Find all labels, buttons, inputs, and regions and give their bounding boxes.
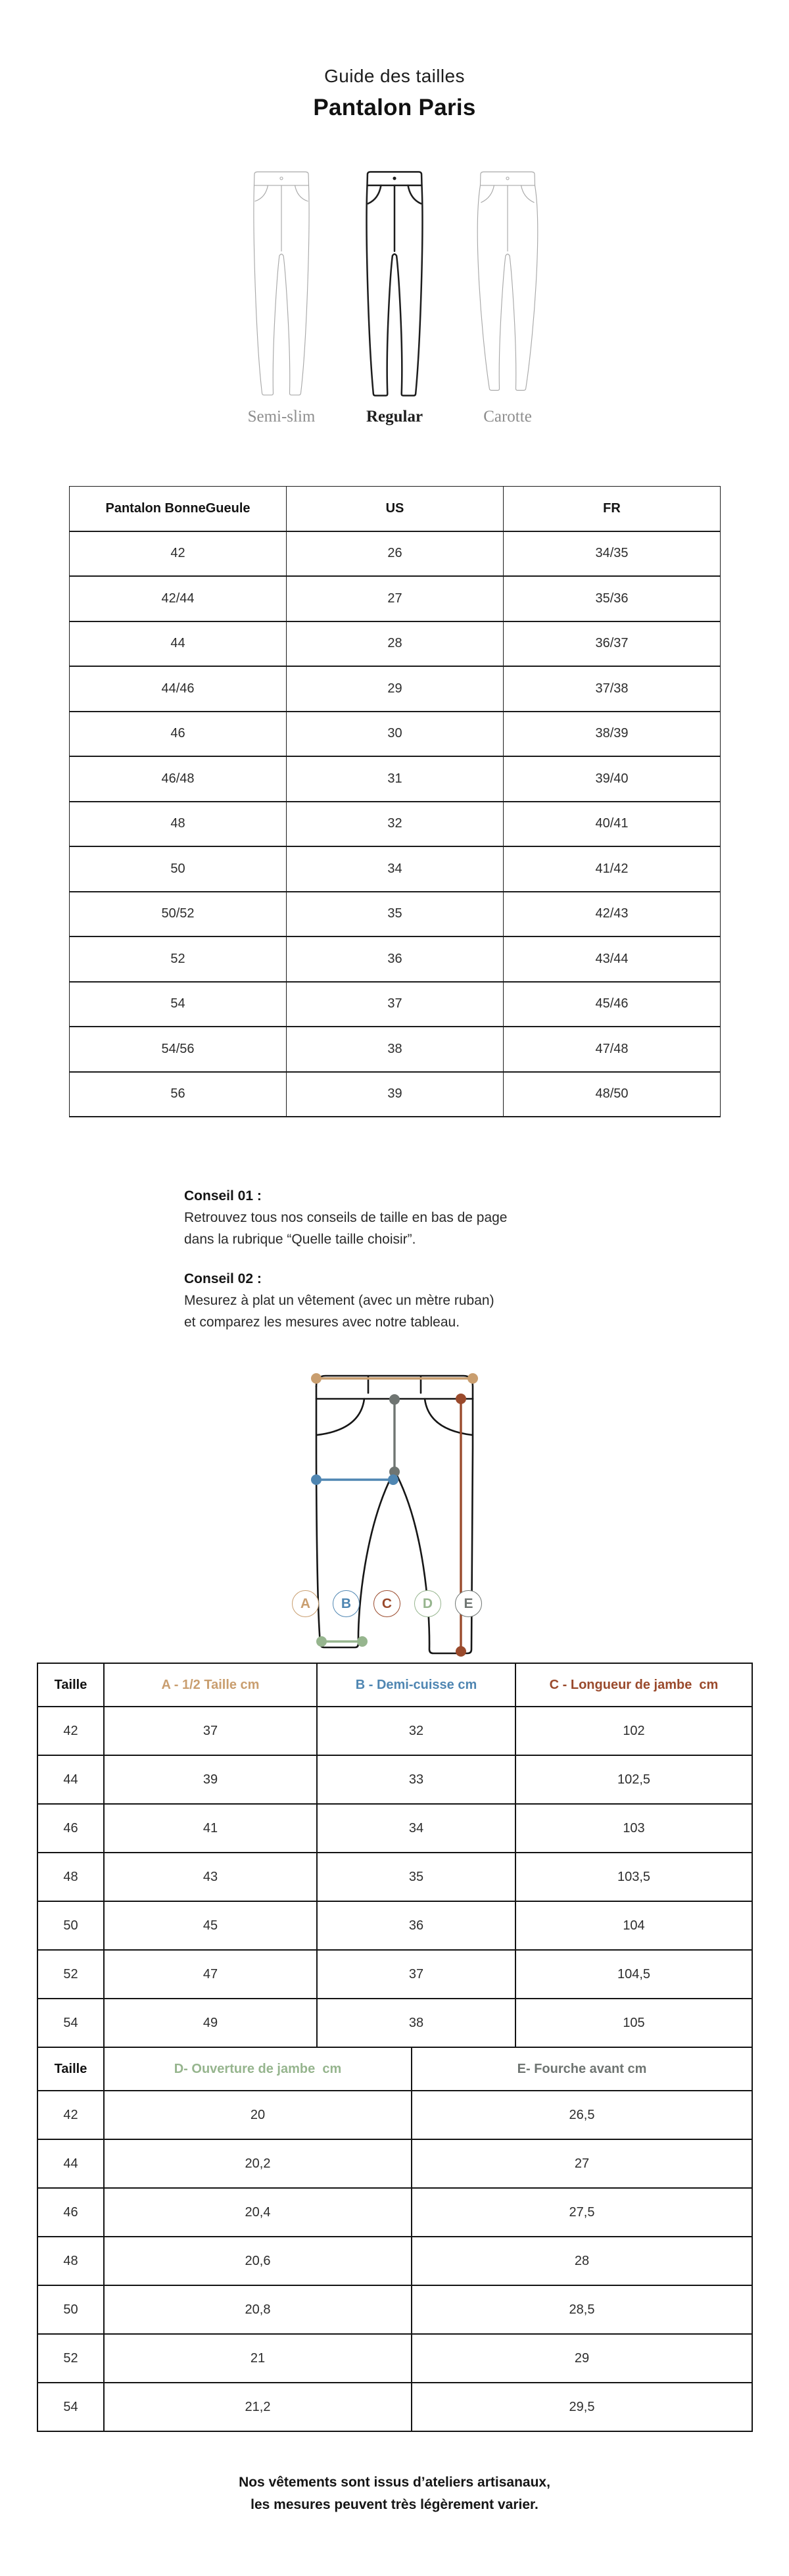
table-row <box>37 2334 752 2383</box>
table-cell: 36 <box>287 936 504 982</box>
table-cell: 54 <box>37 1999 104 2047</box>
table-header-row <box>37 2047 752 2091</box>
column-header-taille: Taille <box>37 1663 104 1707</box>
fit-label: Regular <box>366 408 423 425</box>
legend-circle-D: D <box>414 1590 441 1617</box>
footer-line: Nos vêtements sont issus d’ateliers artisanaux, <box>239 2475 550 2490</box>
table-row <box>70 531 721 577</box>
measurements-table-de <box>37 2047 753 2432</box>
table-cell: 48 <box>70 802 287 847</box>
column-header: FR <box>504 487 721 531</box>
table-cell: 35/36 <box>504 576 721 621</box>
column-header-D: D- Ouverture de jambe cm <box>104 2047 412 2091</box>
table-cell: 38 <box>287 1027 504 1072</box>
table-cell: 32 <box>317 1707 515 1755</box>
table-row <box>70 892 721 937</box>
column-header-E: E- Fourche avant cm <box>412 2047 752 2091</box>
table-cell: 32 <box>287 802 504 847</box>
measure-line-E <box>389 1394 400 1477</box>
table-cell: 45 <box>104 1901 317 1950</box>
table-cell: 33 <box>317 1755 515 1804</box>
table-cell: 37 <box>104 1707 317 1755</box>
pants-regular-illustration <box>353 168 436 399</box>
column-header-C: C - Longueur de jambe cm <box>515 1663 752 1707</box>
table-row <box>70 666 721 712</box>
table-cell: 52 <box>70 936 287 982</box>
column-header-B: B - Demi-cuisse cm <box>317 1663 515 1707</box>
page-subtitle: Guide des tailles <box>324 66 465 86</box>
pants-carotte-illustration <box>466 168 549 399</box>
measure-line-D <box>316 1636 368 1647</box>
table-cell: 50/52 <box>70 892 287 937</box>
table-row <box>70 802 721 847</box>
table-row <box>37 1950 752 1999</box>
measure-legend <box>292 1590 482 1617</box>
table-cell: 103,5 <box>515 1853 752 1901</box>
column-header-A: A - 1/2 Taille cm <box>104 1663 317 1707</box>
table-row <box>70 712 721 757</box>
table-row <box>37 1804 752 1853</box>
table-cell: 31 <box>287 756 504 802</box>
table-cell: 28 <box>412 2237 752 2285</box>
table-cell: 42/43 <box>504 892 721 937</box>
table-cell: 43/44 <box>504 936 721 982</box>
table-cell: 52 <box>37 1950 104 1999</box>
table-cell: 46 <box>37 2188 104 2237</box>
fit-selector-row <box>0 168 789 426</box>
legend-circle-E: E <box>455 1590 482 1617</box>
table-cell: 38/39 <box>504 712 721 757</box>
table-cell: 102 <box>515 1707 752 1755</box>
table-cell: 44/46 <box>70 666 287 712</box>
table-cell: 20,8 <box>104 2285 412 2334</box>
table-header-row <box>37 1663 752 1707</box>
table-cell: 29 <box>287 666 504 712</box>
table-cell: 41 <box>104 1804 317 1853</box>
table-cell: 104 <box>515 1901 752 1950</box>
fit-option-semi-slim[interactable] <box>229 168 334 426</box>
table-cell: 35 <box>317 1853 515 1901</box>
table-cell: 26,5 <box>412 2091 752 2139</box>
table-cell: 26 <box>287 531 504 577</box>
page-title: Pantalon Paris <box>313 95 476 120</box>
fit-option-regular[interactable] <box>342 168 447 426</box>
table-cell: 21,2 <box>104 2383 412 2431</box>
table-header-row <box>70 487 721 531</box>
table-cell: 102,5 <box>515 1755 752 1804</box>
table-cell: 27,5 <box>412 2188 752 2237</box>
table-cell: 42 <box>70 531 287 577</box>
advice-title: Conseil 02 : <box>184 1271 262 1286</box>
table-cell: 54 <box>70 982 287 1027</box>
table-row <box>37 1999 752 2047</box>
table-row <box>70 1072 721 1117</box>
table-row <box>70 756 721 802</box>
table-cell: 48 <box>37 2237 104 2285</box>
table-cell: 21 <box>104 2334 412 2383</box>
table-cell: 28,5 <box>412 2285 752 2334</box>
fit-option-carotte[interactable] <box>455 168 560 426</box>
table-row <box>37 2285 752 2334</box>
measurements-table-abc <box>37 1663 753 2048</box>
table-cell: 50 <box>37 2285 104 2334</box>
table-cell: 37/38 <box>504 666 721 712</box>
measure-line-B <box>311 1474 398 1485</box>
table-row <box>37 1853 752 1901</box>
table-cell: 48 <box>37 1853 104 1901</box>
table-row <box>37 2237 752 2285</box>
table-cell: 30 <box>287 712 504 757</box>
pants-measurement-diagram <box>296 1356 493 1665</box>
table-row <box>37 1707 752 1755</box>
table-cell: 34 <box>287 846 504 892</box>
table-cell: 27 <box>412 2139 752 2188</box>
table-cell: 49 <box>104 1999 317 2047</box>
table-row <box>70 936 721 982</box>
table-row <box>70 576 721 621</box>
advice-02 <box>184 1268 605 1333</box>
pants-semi-slim-illustration <box>240 168 323 399</box>
table-cell: 103 <box>515 1804 752 1853</box>
table-cell: 41/42 <box>504 846 721 892</box>
advice-01 <box>184 1185 605 1250</box>
table-cell: 20,2 <box>104 2139 412 2188</box>
table-cell: 29 <box>412 2334 752 2383</box>
table-cell: 46 <box>70 712 287 757</box>
table-row <box>37 1755 752 1804</box>
table-cell: 54/56 <box>70 1027 287 1072</box>
legend-circle-A: A <box>292 1590 319 1617</box>
table-cell: 42/44 <box>70 576 287 621</box>
table-cell: 35 <box>287 892 504 937</box>
column-header-taille: Taille <box>37 2047 104 2091</box>
table-row <box>70 1027 721 1072</box>
measure-line-A <box>311 1373 478 1384</box>
advice-section <box>184 1185 605 1351</box>
table-cell: 39/40 <box>504 756 721 802</box>
table-cell: 50 <box>37 1901 104 1950</box>
advice-text: Retrouvez tous nos conseils de taille en bas de page <box>184 1210 508 1225</box>
table-cell: 44 <box>37 1755 104 1804</box>
table-row <box>70 846 721 892</box>
footer-note <box>0 2471 789 2516</box>
size-conversion-table <box>69 486 721 1117</box>
table-cell: 40/41 <box>504 802 721 847</box>
table-cell: 34/35 <box>504 531 721 577</box>
table-cell: 34 <box>317 1804 515 1853</box>
advice-title: Conseil 01 : <box>184 1188 262 1203</box>
table-cell: 20,6 <box>104 2237 412 2285</box>
table-cell: 28 <box>287 621 504 667</box>
table-row <box>37 1901 752 1950</box>
table-cell: 36/37 <box>504 621 721 667</box>
table-row <box>37 2188 752 2237</box>
footer-line: les mesures peuvent très légèrement varier. <box>251 2497 538 2512</box>
table-cell: 37 <box>287 982 504 1027</box>
table-cell: 47/48 <box>504 1027 721 1072</box>
column-header: US <box>287 487 504 531</box>
table-cell: 20 <box>104 2091 412 2139</box>
table-cell: 104,5 <box>515 1950 752 1999</box>
column-header: Pantalon BonneGueule <box>70 487 287 531</box>
legend-circle-C: C <box>373 1590 400 1617</box>
table-cell: 105 <box>515 1999 752 2047</box>
table-cell: 52 <box>37 2334 104 2383</box>
table-cell: 48/50 <box>504 1072 721 1117</box>
table-cell: 45/46 <box>504 982 721 1027</box>
table-cell: 46/48 <box>70 756 287 802</box>
table-cell: 38 <box>317 1999 515 2047</box>
table-cell: 20,4 <box>104 2188 412 2237</box>
fit-label: Semi-slim <box>247 408 316 425</box>
table-cell: 39 <box>104 1755 317 1804</box>
table-row <box>37 2091 752 2139</box>
table-cell: 56 <box>70 1072 287 1117</box>
legend-circle-B: B <box>333 1590 360 1617</box>
advice-text: et comparez les mesures avec notre tableau. <box>184 1315 460 1330</box>
table-cell: 44 <box>37 2139 104 2188</box>
table-cell: 50 <box>70 846 287 892</box>
table-cell: 27 <box>287 576 504 621</box>
table-cell: 44 <box>70 621 287 667</box>
table-cell: 42 <box>37 2091 104 2139</box>
table-cell: 54 <box>37 2383 104 2431</box>
table-row <box>70 621 721 667</box>
advice-text: Mesurez à plat un vêtement (avec un mètre ruban) <box>184 1293 494 1308</box>
table-row <box>70 982 721 1027</box>
table-cell: 46 <box>37 1804 104 1853</box>
table-cell: 47 <box>104 1950 317 1999</box>
table-cell: 43 <box>104 1853 317 1901</box>
table-cell: 39 <box>287 1072 504 1117</box>
table-cell: 36 <box>317 1901 515 1950</box>
table-cell: 37 <box>317 1950 515 1999</box>
table-cell: 42 <box>37 1707 104 1755</box>
fit-label: Carotte <box>483 408 532 425</box>
table-row <box>37 2383 752 2431</box>
advice-text: dans la rubrique “Quelle taille choisir”. <box>184 1232 416 1247</box>
table-row <box>37 2139 752 2188</box>
table-cell: 29,5 <box>412 2383 752 2431</box>
